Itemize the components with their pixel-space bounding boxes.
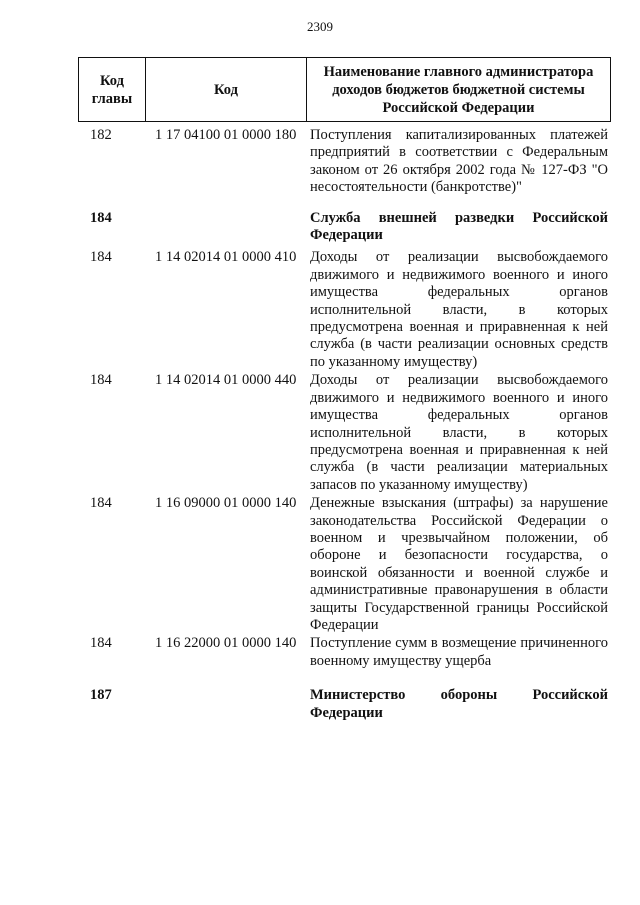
row-code: 1 17 04100 01 0000 180: [155, 127, 297, 143]
row-code: [145, 687, 306, 722]
table-row: [78, 494, 611, 634]
row-chapter-code: 184: [90, 372, 112, 389]
row-name: Поступления капитализированных платежей предприятий в соответствии с Федеральным законом от 26 октября 2002 года № 127-ФЗ "О несостоятельности (банкротстве)": [310, 127, 608, 196]
row-chapter-code: 184: [90, 209, 112, 226]
row-name: Денежные взыскания (штрафы) за нарушение законодательства Российской Федерации о военном и чрезвычайном положении, об обороне и безопасности государства, о воинской обязанности и военной службе и административные правонарушения в области защиты Государственной границы Российской Федерации: [310, 495, 608, 633]
row-name: Поступление сумм в возмещение причиненного военному имуществу ущерба: [310, 635, 608, 669]
header-chapter-code: Код главы: [79, 58, 146, 121]
table-row: [78, 670, 611, 722]
table-row: [78, 371, 611, 494]
row-code: 1 14 02014 01 0000 410: [155, 249, 297, 266]
table-header: [78, 57, 611, 122]
page-number: 2309: [307, 19, 333, 34]
table-row: [78, 244, 611, 371]
row-name: Министерство обороны Российской Федерации: [310, 687, 608, 721]
header-code: Код: [146, 58, 307, 121]
row-chapter-code: 184: [90, 249, 112, 266]
header-administrator-name: Наименование главного администратора доходов бюджетов бюджетной системы Российской Федерации: [323, 63, 594, 116]
row-chapter-code: 184: [90, 635, 112, 652]
row-code: [145, 210, 306, 245]
row-code: 1 16 09000 01 0000 140: [155, 495, 297, 512]
row-name: Служба внешней разведки Российской Федерации: [310, 209, 608, 244]
table-row: [78, 634, 611, 670]
table-body: [78, 123, 611, 722]
row-code: 1 16 22000 01 0000 140: [155, 635, 297, 652]
table-row: [78, 197, 611, 245]
row-chapter-code: 187: [90, 687, 112, 704]
row-chapter-code: 184: [90, 495, 112, 512]
row-code: 1 14 02014 01 0000 440: [155, 372, 297, 389]
row-name: Доходы от реализации высвобождаемого движимого и недвижимого военного и иного имущества федеральных органов исполнительной власти, в которых предусмотрена военная и приравненная к ней служба (в части реализации основных средств по указанному имуществу): [310, 249, 608, 370]
table-row: [78, 123, 611, 197]
row-chapter-code: 182: [90, 127, 112, 143]
row-name: Доходы от реализации высвобождаемого движимого и недвижимого военного и иного имущества федеральных органов исполнительной власти, в которых предусмотрена военная и приравненная к ней служба (в части реализации материальных запасов по указанному имуществу): [310, 372, 608, 493]
